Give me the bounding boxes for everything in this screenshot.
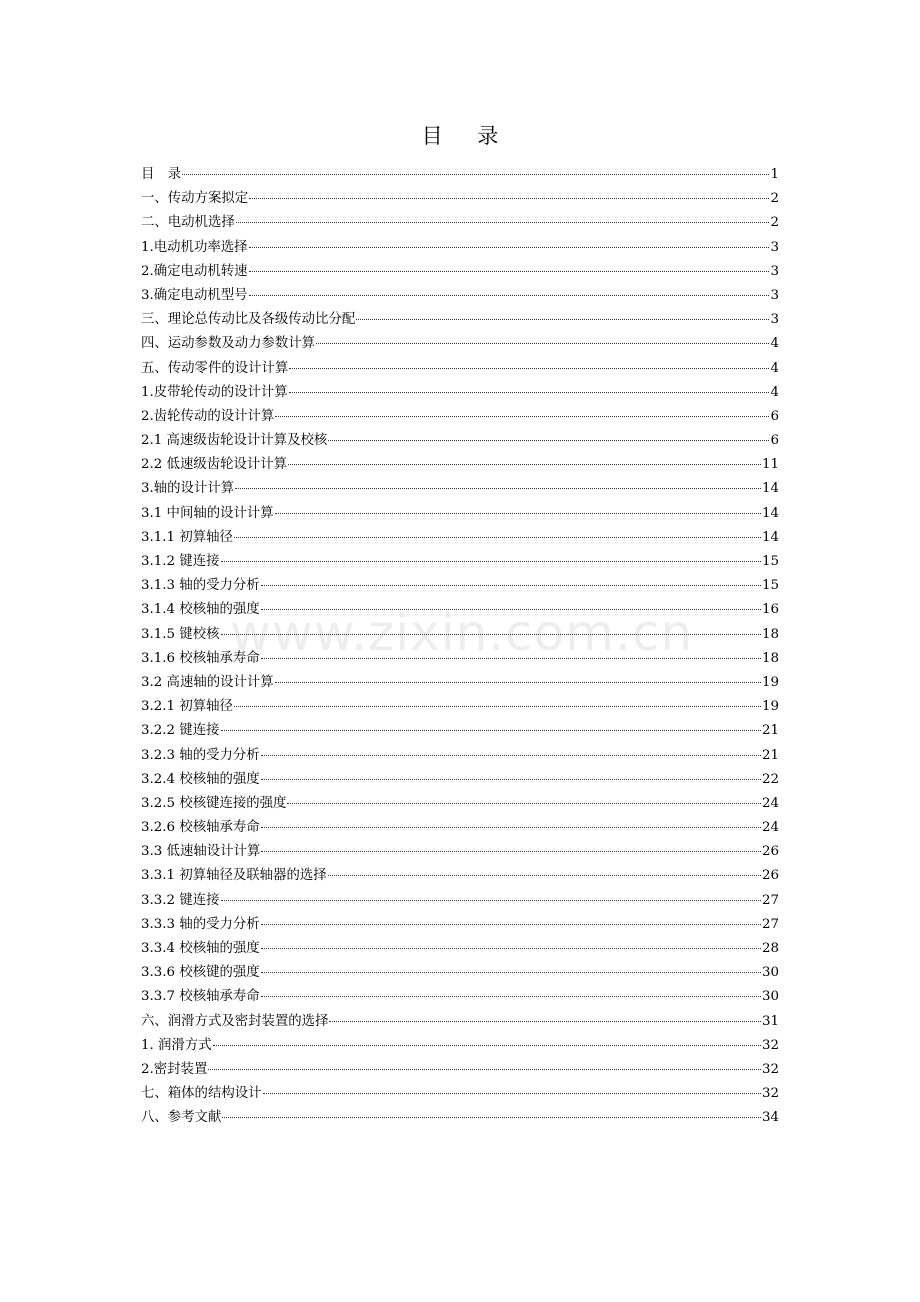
dot-leader (261, 850, 761, 852)
toc-entry-label: 3.3.4 校核轴的强度 (141, 941, 260, 956)
dot-leader (261, 754, 761, 756)
toc-entry-page-number: 30 (761, 989, 779, 1005)
toc-entry-page-number: 32 (761, 1037, 779, 1053)
toc-entry-page-number: 30 (761, 965, 779, 981)
dot-leader (261, 923, 761, 925)
toc-entry-label: 目 录 (141, 167, 182, 182)
toc-entry[interactable] (141, 647, 779, 671)
toc-entry[interactable] (141, 840, 779, 864)
toc-entry-label: 三、理论总传动比及各级传动比分配 (141, 312, 356, 328)
toc-entry[interactable] (141, 961, 779, 985)
toc-entry-label: 3.1.6 校核轴承寿命 (141, 650, 260, 666)
toc-title: 目 录 (421, 124, 513, 148)
dot-leader (261, 657, 761, 659)
toc-entry-page-number: 2 (770, 191, 779, 207)
toc-entry[interactable] (141, 187, 779, 211)
toc-entry-page-number: 1 (770, 167, 779, 182)
dot-leader (288, 463, 761, 465)
dot-leader (234, 705, 761, 707)
toc-entry[interactable] (141, 381, 779, 405)
dot-leader (316, 342, 769, 344)
toc-entry-page-number: 24 (761, 820, 779, 836)
toc-entry[interactable] (141, 284, 779, 308)
toc-entry-label: 2.密封装置 (141, 1061, 208, 1077)
toc-entry[interactable] (141, 550, 779, 574)
toc-entry-label: 3.1 中间轴的设计计算 (141, 505, 274, 521)
toc-entry-page-number: 26 (761, 868, 779, 884)
toc-entry-page-number: 4 (770, 384, 779, 400)
toc-entry[interactable] (141, 429, 779, 453)
toc-entry-label: 四、运动参数及动力参数计算 (141, 336, 316, 352)
toc-entry-page-number: 6 (770, 408, 779, 424)
toc-entry-label: 3.3.7 校核轴承寿命 (141, 989, 260, 1005)
toc-entry-page-number: 4 (770, 336, 779, 352)
toc-entry[interactable] (141, 1082, 779, 1106)
toc-entry-label: 3.2.3 轴的受力分析 (141, 747, 260, 763)
dot-leader (261, 826, 761, 828)
dot-leader (222, 1116, 761, 1118)
toc-entry[interactable] (141, 1058, 779, 1082)
toc-entry-page-number: 6 (770, 433, 779, 449)
toc-entry[interactable] (141, 453, 779, 477)
toc-entry[interactable] (141, 913, 779, 937)
toc-entry-label: 2.确定电动机转速 (141, 263, 248, 279)
toc-entry-page-number: 3 (770, 239, 779, 255)
toc-entry-page-number: 21 (761, 747, 779, 763)
toc-entry[interactable] (141, 864, 779, 888)
dot-leader (261, 778, 761, 780)
toc-entry-label: 3.1.5 键校核 (141, 626, 220, 642)
toc-entry[interactable] (141, 236, 779, 260)
toc-entry[interactable] (141, 405, 779, 429)
toc-entry[interactable] (141, 768, 779, 792)
dot-leader (261, 584, 761, 586)
toc-entry-label: 2.2 低速级齿轮设计计算 (141, 457, 288, 473)
table-of-contents (141, 163, 779, 1131)
dot-leader (249, 246, 770, 248)
toc-entry-label: 3.1.3 轴的受力分析 (141, 578, 260, 594)
toc-entry-label: 一、传动方案拟定 (141, 191, 249, 207)
dot-leader (275, 415, 769, 417)
dot-leader (182, 173, 769, 175)
toc-entry[interactable] (141, 671, 779, 695)
toc-entry-page-number: 28 (761, 941, 779, 956)
toc-entry-page-number: 2 (770, 215, 779, 231)
dot-leader (221, 899, 761, 901)
dot-leader (208, 1068, 761, 1070)
toc-entry-label: 2.齿轮传动的设计计算 (141, 408, 275, 424)
toc-entry-label: 六、润滑方式及密封装置的选择 (141, 1013, 329, 1029)
toc-entry-page-number: 15 (761, 554, 779, 569)
toc-entry-label: 3.2.5 校核键连接的强度 (141, 795, 287, 811)
toc-entry-page-number: 32 (761, 1086, 779, 1102)
dot-leader (236, 221, 770, 223)
toc-entry-page-number: 19 (761, 674, 779, 690)
toc-entry-page-number: 21 (761, 723, 779, 739)
toc-entry[interactable] (141, 792, 779, 816)
toc-entry-page-number: 22 (761, 771, 779, 787)
toc-entry-page-number: 27 (761, 916, 779, 932)
toc-entry-label: 八、参考文献 (141, 1110, 222, 1126)
dot-leader (261, 971, 761, 973)
dot-leader (249, 270, 770, 272)
toc-entry-page-number: 15 (761, 578, 779, 594)
toc-entry[interactable] (141, 502, 779, 526)
toc-entry-label: 3.2.6 校核轴承寿命 (141, 820, 260, 836)
dot-leader (289, 367, 769, 369)
toc-entry-label: 3.1.1 初算轴径 (141, 529, 233, 545)
toc-entry-page-number: 16 (761, 602, 779, 618)
toc-entry-page-number: 32 (761, 1061, 779, 1077)
toc-entry-label: 3.1.4 校核轴的强度 (141, 602, 260, 618)
dot-leader (213, 1044, 761, 1046)
dot-leader (221, 560, 761, 562)
toc-entry-label: 3.3.6 校核键的强度 (141, 965, 260, 981)
dot-leader (356, 318, 769, 320)
toc-entry-page-number: 24 (761, 795, 779, 811)
toc-entry-label: 3.2 高速轴的设计计算 (141, 674, 274, 690)
toc-entry-label: 五、传动零件的设计计算 (141, 360, 289, 376)
toc-entry-page-number: 11 (761, 457, 779, 473)
toc-entry-label: 3.3.2 键连接 (141, 892, 220, 908)
toc-entry-page-number: 14 (761, 529, 779, 545)
toc-entry-page-number: 14 (761, 481, 779, 497)
toc-entry[interactable] (141, 260, 779, 284)
toc-entry-label: 二、电动机选择 (141, 215, 235, 231)
toc-entry[interactable] (141, 163, 779, 187)
toc-entry[interactable] (141, 889, 779, 913)
toc-entry-page-number: 27 (761, 892, 779, 908)
toc-entry-page-number: 19 (761, 699, 779, 715)
toc-entry[interactable] (141, 816, 779, 840)
toc-entry-label: 2.1 高速级齿轮设计计算及校核 (141, 433, 328, 449)
toc-entry-label: 3.2.1 初算轴径 (141, 699, 233, 715)
dot-leader (289, 391, 770, 393)
toc-entry-label: 3.轴的设计计算 (141, 481, 235, 497)
toc-entry-label: 1. 润滑方式 (141, 1037, 212, 1053)
toc-entry-page-number: 4 (770, 360, 779, 376)
toc-entry[interactable] (141, 719, 779, 743)
toc-entry-label: 3.3.3 轴的受力分析 (141, 916, 260, 932)
dot-leader (261, 608, 761, 610)
toc-entry[interactable] (141, 1010, 779, 1034)
dot-leader (287, 802, 761, 804)
toc-entry[interactable] (141, 357, 779, 381)
dot-leader (221, 729, 761, 731)
toc-entry[interactable] (141, 526, 779, 550)
toc-entry-label: 1.皮带轮传动的设计计算 (141, 384, 288, 400)
dot-leader (249, 294, 770, 296)
toc-entry-page-number: 26 (761, 844, 779, 860)
toc-entry-page-number: 14 (761, 505, 779, 521)
dot-leader (221, 633, 761, 635)
dot-leader (235, 487, 761, 489)
toc-entry[interactable] (141, 985, 779, 1009)
dot-leader (249, 197, 769, 199)
toc-entry[interactable] (141, 695, 779, 719)
toc-entry[interactable] (141, 937, 779, 961)
toc-entry-label: 3.2.4 校核轴的强度 (141, 771, 260, 787)
toc-entry-page-number: 3 (770, 263, 779, 279)
dot-leader (275, 512, 761, 514)
toc-entry[interactable] (141, 1034, 779, 1058)
dot-leader (261, 947, 761, 949)
toc-entry-page-number: 31 (761, 1013, 779, 1029)
toc-entry[interactable] (141, 598, 779, 622)
dot-leader (329, 1020, 760, 1022)
toc-entry-page-number: 3 (770, 312, 779, 328)
toc-entry[interactable] (141, 623, 779, 647)
toc-entry-page-number: 18 (761, 650, 779, 666)
toc-entry[interactable] (141, 308, 779, 332)
toc-entry[interactable] (141, 477, 779, 501)
toc-entry-label: 3.3 低速轴设计计算 (141, 844, 261, 860)
toc-entry-page-number: 34 (761, 1110, 779, 1126)
dot-leader (328, 874, 761, 876)
toc-entry[interactable] (141, 332, 779, 356)
toc-entry-label: 3.1.2 键连接 (141, 554, 220, 569)
toc-entry-page-number: 3 (770, 287, 779, 303)
toc-entry-label: 3.确定电动机型号 (141, 287, 248, 303)
toc-entry-page-number: 18 (761, 626, 779, 642)
dot-leader (328, 439, 769, 441)
dot-leader (263, 1092, 761, 1094)
toc-entry-label: 七、箱体的结构设计 (141, 1086, 262, 1102)
toc-entry[interactable] (141, 744, 779, 768)
toc-entry-label: 3.3.1 初算轴径及联轴器的选择 (141, 868, 327, 884)
toc-entry[interactable] (141, 211, 779, 235)
toc-entry-label: 3.2.2 键连接 (141, 723, 220, 739)
toc-entry[interactable] (141, 1106, 779, 1130)
dot-leader (234, 536, 761, 538)
toc-entry-label: 1.电动机功率选择 (141, 239, 248, 255)
watermark: www.zixin.com.cn (230, 604, 694, 662)
dot-leader (261, 995, 761, 997)
dot-leader (275, 681, 761, 683)
toc-entry[interactable] (141, 574, 779, 598)
